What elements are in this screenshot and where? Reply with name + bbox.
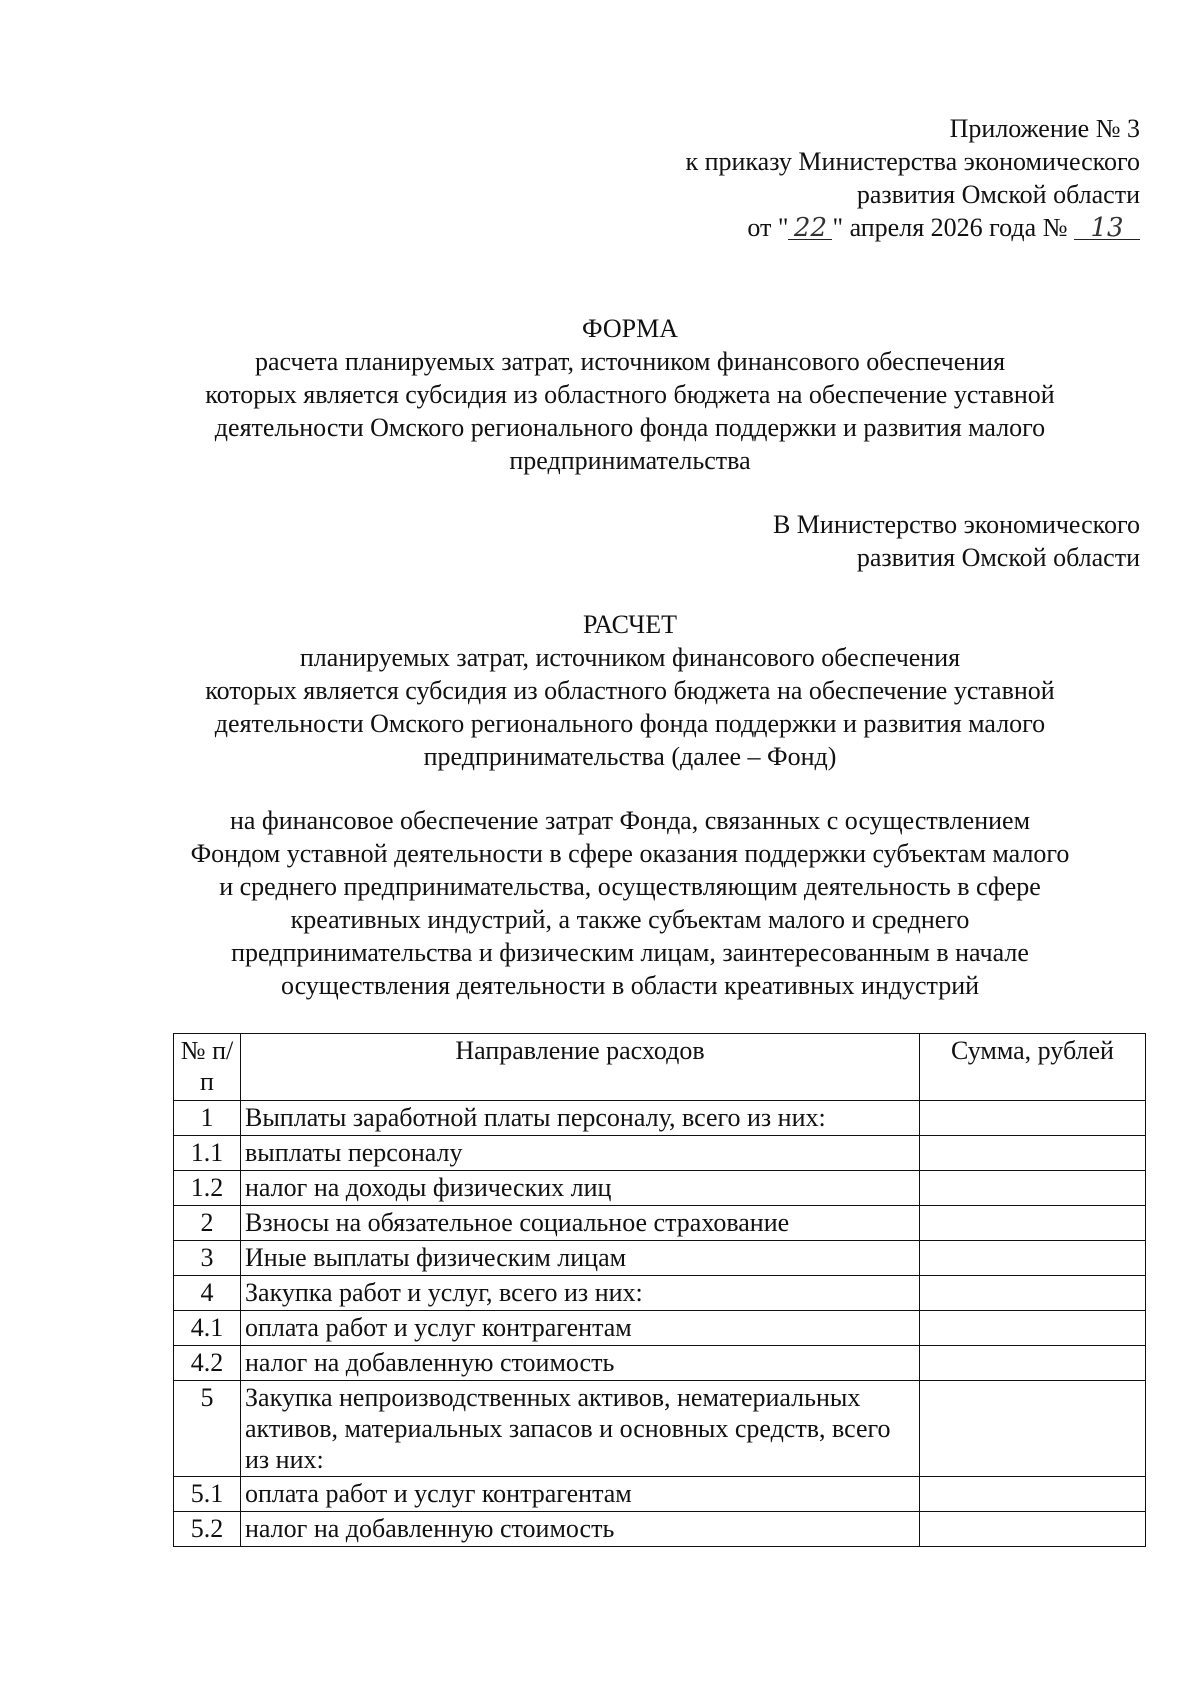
row-number-cell: 4.2	[174, 1346, 241, 1381]
row-sum-cell[interactable]	[920, 1346, 1146, 1381]
purpose-text	[150, 804, 1110, 1002]
form-title-line: расчета планируемых затрат, источником финансового обеспечения	[254, 347, 1006, 376]
form-title-line: деятельности Омского регионального фонда поддержки и развития малого	[214, 413, 1046, 442]
row-direction-cell: оплата работ и услуг контрагентам	[241, 1311, 920, 1346]
row-direction-cell: Закупка работ и услуг, всего из них:	[241, 1276, 920, 1311]
costs-table	[173, 1033, 1146, 1547]
calc-title-line: деятельности Омского регионального фонда поддержки и развития малого	[214, 709, 1046, 738]
addressee	[773, 508, 1140, 574]
form-heading: ФОРМА	[582, 314, 678, 343]
table-row	[174, 1241, 1146, 1276]
table-row	[174, 1276, 1146, 1311]
row-direction-cell: Выплаты заработной платы персоналу, всего из них:	[241, 1101, 920, 1136]
date-prefix: от "	[747, 213, 789, 242]
table-header-row	[174, 1034, 1146, 1101]
table-row	[174, 1512, 1146, 1547]
addressee-line-1: В Министерство экономического	[772, 510, 1140, 539]
table-row	[174, 1346, 1146, 1381]
table-row	[174, 1171, 1146, 1206]
appendix-header	[685, 112, 1140, 244]
table-row	[174, 1206, 1146, 1241]
date-middle: " апреля 2026 года №	[832, 213, 1068, 242]
row-direction-cell: налог на добавленную стоимость	[241, 1512, 920, 1547]
row-sum-cell[interactable]	[920, 1171, 1146, 1206]
row-sum-cell[interactable]	[920, 1136, 1146, 1171]
row-direction-cell: Взносы на обязательное социальное страхование	[241, 1206, 920, 1241]
table-row	[174, 1101, 1146, 1136]
purpose-line: Фондом уставной деятельности в сфере оказания поддержки субъектам малого	[190, 839, 1070, 868]
row-sum-cell[interactable]	[920, 1241, 1146, 1276]
purpose-line: на финансовое обеспечение затрат Фонда, связанных с осуществлением	[229, 806, 1031, 835]
row-number-cell: 5	[174, 1381, 241, 1477]
row-sum-cell[interactable]	[920, 1101, 1146, 1136]
row-direction-cell: Закупка непроизводственных активов, нематериальных активов, материальных запасов и основных средств, всего из них:	[241, 1381, 920, 1477]
purpose-line: осуществления деятельности в области креативных индустрий	[280, 971, 980, 1000]
row-direction-cell: выплаты персоналу	[241, 1136, 920, 1171]
header-direction: Направление расходов	[241, 1034, 920, 1101]
row-sum-cell[interactable]	[920, 1276, 1146, 1311]
row-number-cell: 1.2	[174, 1171, 241, 1206]
row-number-cell: 3	[174, 1241, 241, 1276]
row-direction-cell: Иные выплаты физическим лицам	[241, 1241, 920, 1276]
appendix-line-2: к приказу Министерства экономического	[685, 147, 1140, 176]
purpose-line: предпринимательства и физическим лицам, заинтересованным в начале	[231, 938, 1029, 967]
calc-title-line: планируемых затрат, источником финансового обеспечения	[299, 643, 961, 672]
calc-title-line: которых является субсидия из областного бюджета на обеспечение уставной	[205, 676, 1055, 705]
calc-title-line: предпринимательства (далее – Фонд)	[423, 742, 837, 771]
header-num: № п/п	[174, 1034, 241, 1101]
row-sum-cell[interactable]	[920, 1206, 1146, 1241]
form-title-line: предпринимательства	[509, 446, 751, 475]
handwritten-order-number: 13	[1074, 217, 1140, 240]
row-number-cell: 4	[174, 1276, 241, 1311]
form-title-line: которых является субсидия из областного бюджета на обеспечение уставной	[205, 380, 1055, 409]
purpose-line: креативных индустрий, а также субъектам малого и среднего	[290, 905, 970, 934]
table-row	[174, 1311, 1146, 1346]
row-sum-cell[interactable]	[920, 1512, 1146, 1547]
row-sum-cell[interactable]	[920, 1381, 1146, 1477]
appendix-line-1: Приложение № 3	[949, 114, 1140, 143]
appendix-date-line	[685, 211, 1140, 244]
row-number-cell: 2	[174, 1206, 241, 1241]
table-body	[174, 1101, 1146, 1547]
row-direction-cell: налог на добавленную стоимость	[241, 1346, 920, 1381]
header-sum: Сумма, рублей	[920, 1034, 1146, 1101]
row-number-cell: 1.1	[174, 1136, 241, 1171]
row-number-cell: 5.2	[174, 1512, 241, 1547]
row-sum-cell[interactable]	[920, 1311, 1146, 1346]
table-row	[174, 1136, 1146, 1171]
row-number-cell: 4.1	[174, 1311, 241, 1346]
row-direction-cell: оплата работ и услуг контрагентам	[241, 1477, 920, 1512]
addressee-line-2: развития Омской области	[856, 543, 1140, 572]
calc-heading: РАСЧЕТ	[583, 610, 677, 639]
row-number-cell: 1	[174, 1101, 241, 1136]
handwritten-day: 22	[788, 217, 832, 240]
table-row	[174, 1381, 1146, 1477]
table-row	[174, 1477, 1146, 1512]
row-number-cell: 5.1	[174, 1477, 241, 1512]
purpose-line: и среднего предпринимательства, осуществляющим деятельность в сфере	[219, 872, 1041, 901]
form-title-block	[150, 312, 1110, 477]
appendix-line-3: развития Омской области	[856, 180, 1140, 209]
row-sum-cell[interactable]	[920, 1477, 1146, 1512]
calc-title-block	[150, 608, 1110, 773]
row-direction-cell: налог на доходы физических лиц	[241, 1171, 920, 1206]
